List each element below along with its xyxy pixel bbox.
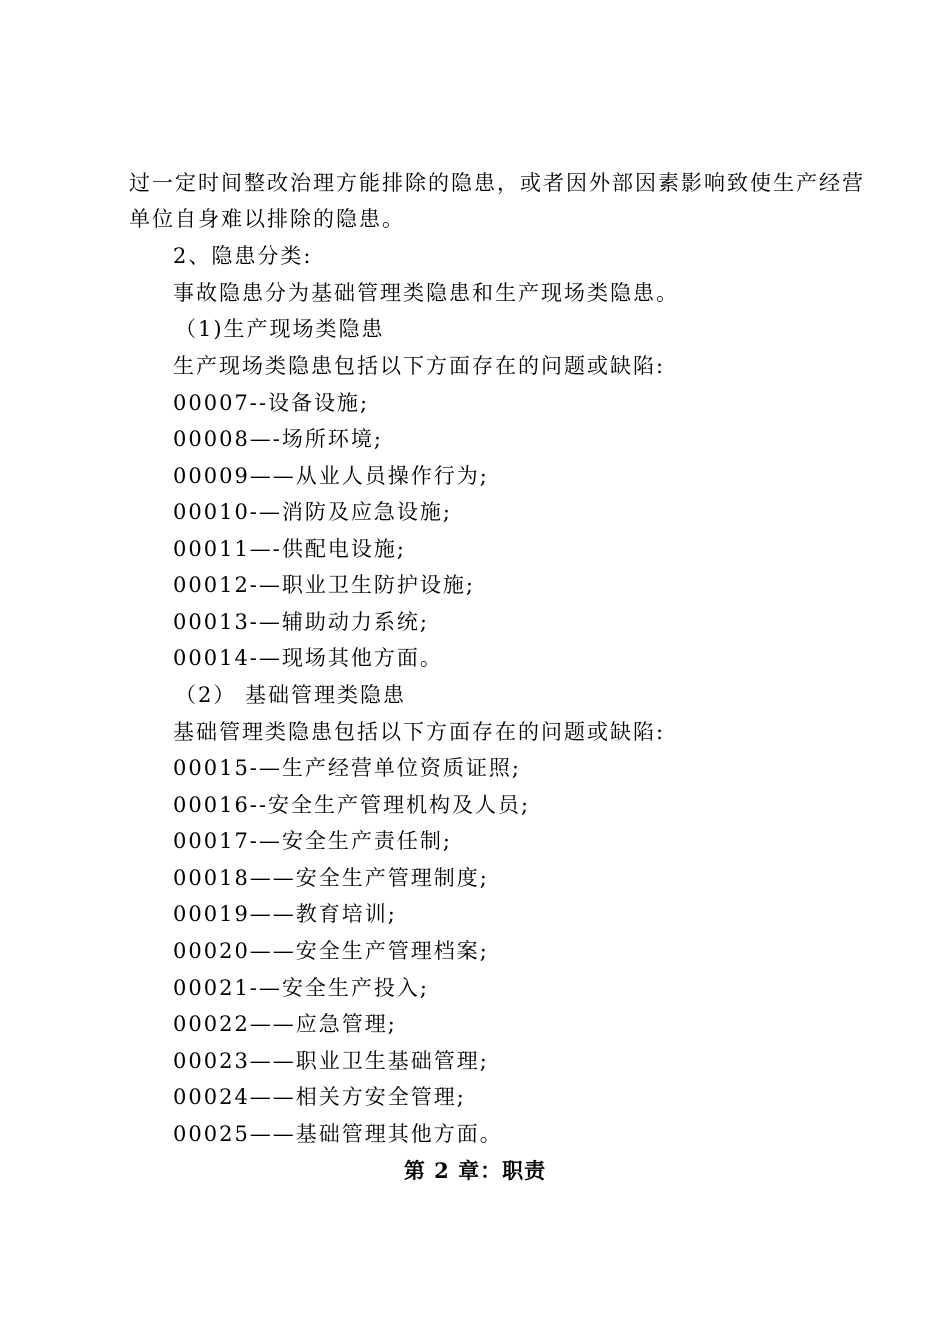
list-item: 00010-—消防及应急设施; bbox=[173, 500, 452, 524]
intro-paragraph-line-1: 过一定时间整改治理方能排除的隐患，或者因外部因素影响致使生产经营 bbox=[129, 171, 865, 195]
list-item: 00019——教育培训; bbox=[173, 902, 397, 926]
list-item: 00018——安全生产管理制度; bbox=[173, 866, 489, 890]
list-item: 00020——安全生产管理档案; bbox=[173, 939, 489, 963]
management-category-intro: 基础管理类隐患包括以下方面存在的问题或缺陷: bbox=[173, 720, 666, 744]
section-summary: 事故隐患分为基础管理类隐患和生产现场类隐患。 bbox=[173, 281, 679, 305]
list-item: 00023——职业卫生基础管理; bbox=[173, 1049, 489, 1073]
list-item: 00014-—现场其他方面。 bbox=[173, 646, 443, 670]
section-title: 2、隐患分类: bbox=[173, 244, 313, 268]
intro-paragraph-line-2: 单位自身难以排除的隐患。 bbox=[129, 207, 405, 231]
list-item: 00013-—辅助动力系统; bbox=[173, 610, 429, 634]
list-item: 00015-—生产经营单位资质证照; bbox=[173, 756, 521, 780]
chapter-heading: 第 2 章：职责 bbox=[403, 1158, 547, 1183]
list-item: 00012-—职业卫生防护设施; bbox=[173, 573, 475, 597]
list-item: 00022——应急管理; bbox=[173, 1012, 397, 1036]
list-item: 00009——从业人员操作行为; bbox=[173, 464, 489, 488]
site-category-heading: （1)生产现场类隐患 bbox=[175, 317, 385, 341]
list-item: 00008—-场所环境; bbox=[173, 427, 383, 451]
management-category-heading: （2） 基础管理类隐患 bbox=[175, 683, 407, 707]
list-item: 00011—-供配电设施; bbox=[173, 537, 406, 561]
list-item: 00007--设备设施; bbox=[173, 391, 370, 415]
list-item: 00017-—安全生产责任制; bbox=[173, 829, 452, 853]
site-category-intro: 生产现场类隐患包括以下方面存在的问题或缺陷: bbox=[173, 354, 666, 378]
list-item: 00016--安全生产管理机构及人员; bbox=[173, 793, 531, 817]
list-item: 00025——基础管理其他方面。 bbox=[173, 1122, 503, 1146]
list-item: 00021-—安全生产投入; bbox=[173, 976, 429, 1000]
list-item: 00024——相关方安全管理; bbox=[173, 1085, 466, 1109]
